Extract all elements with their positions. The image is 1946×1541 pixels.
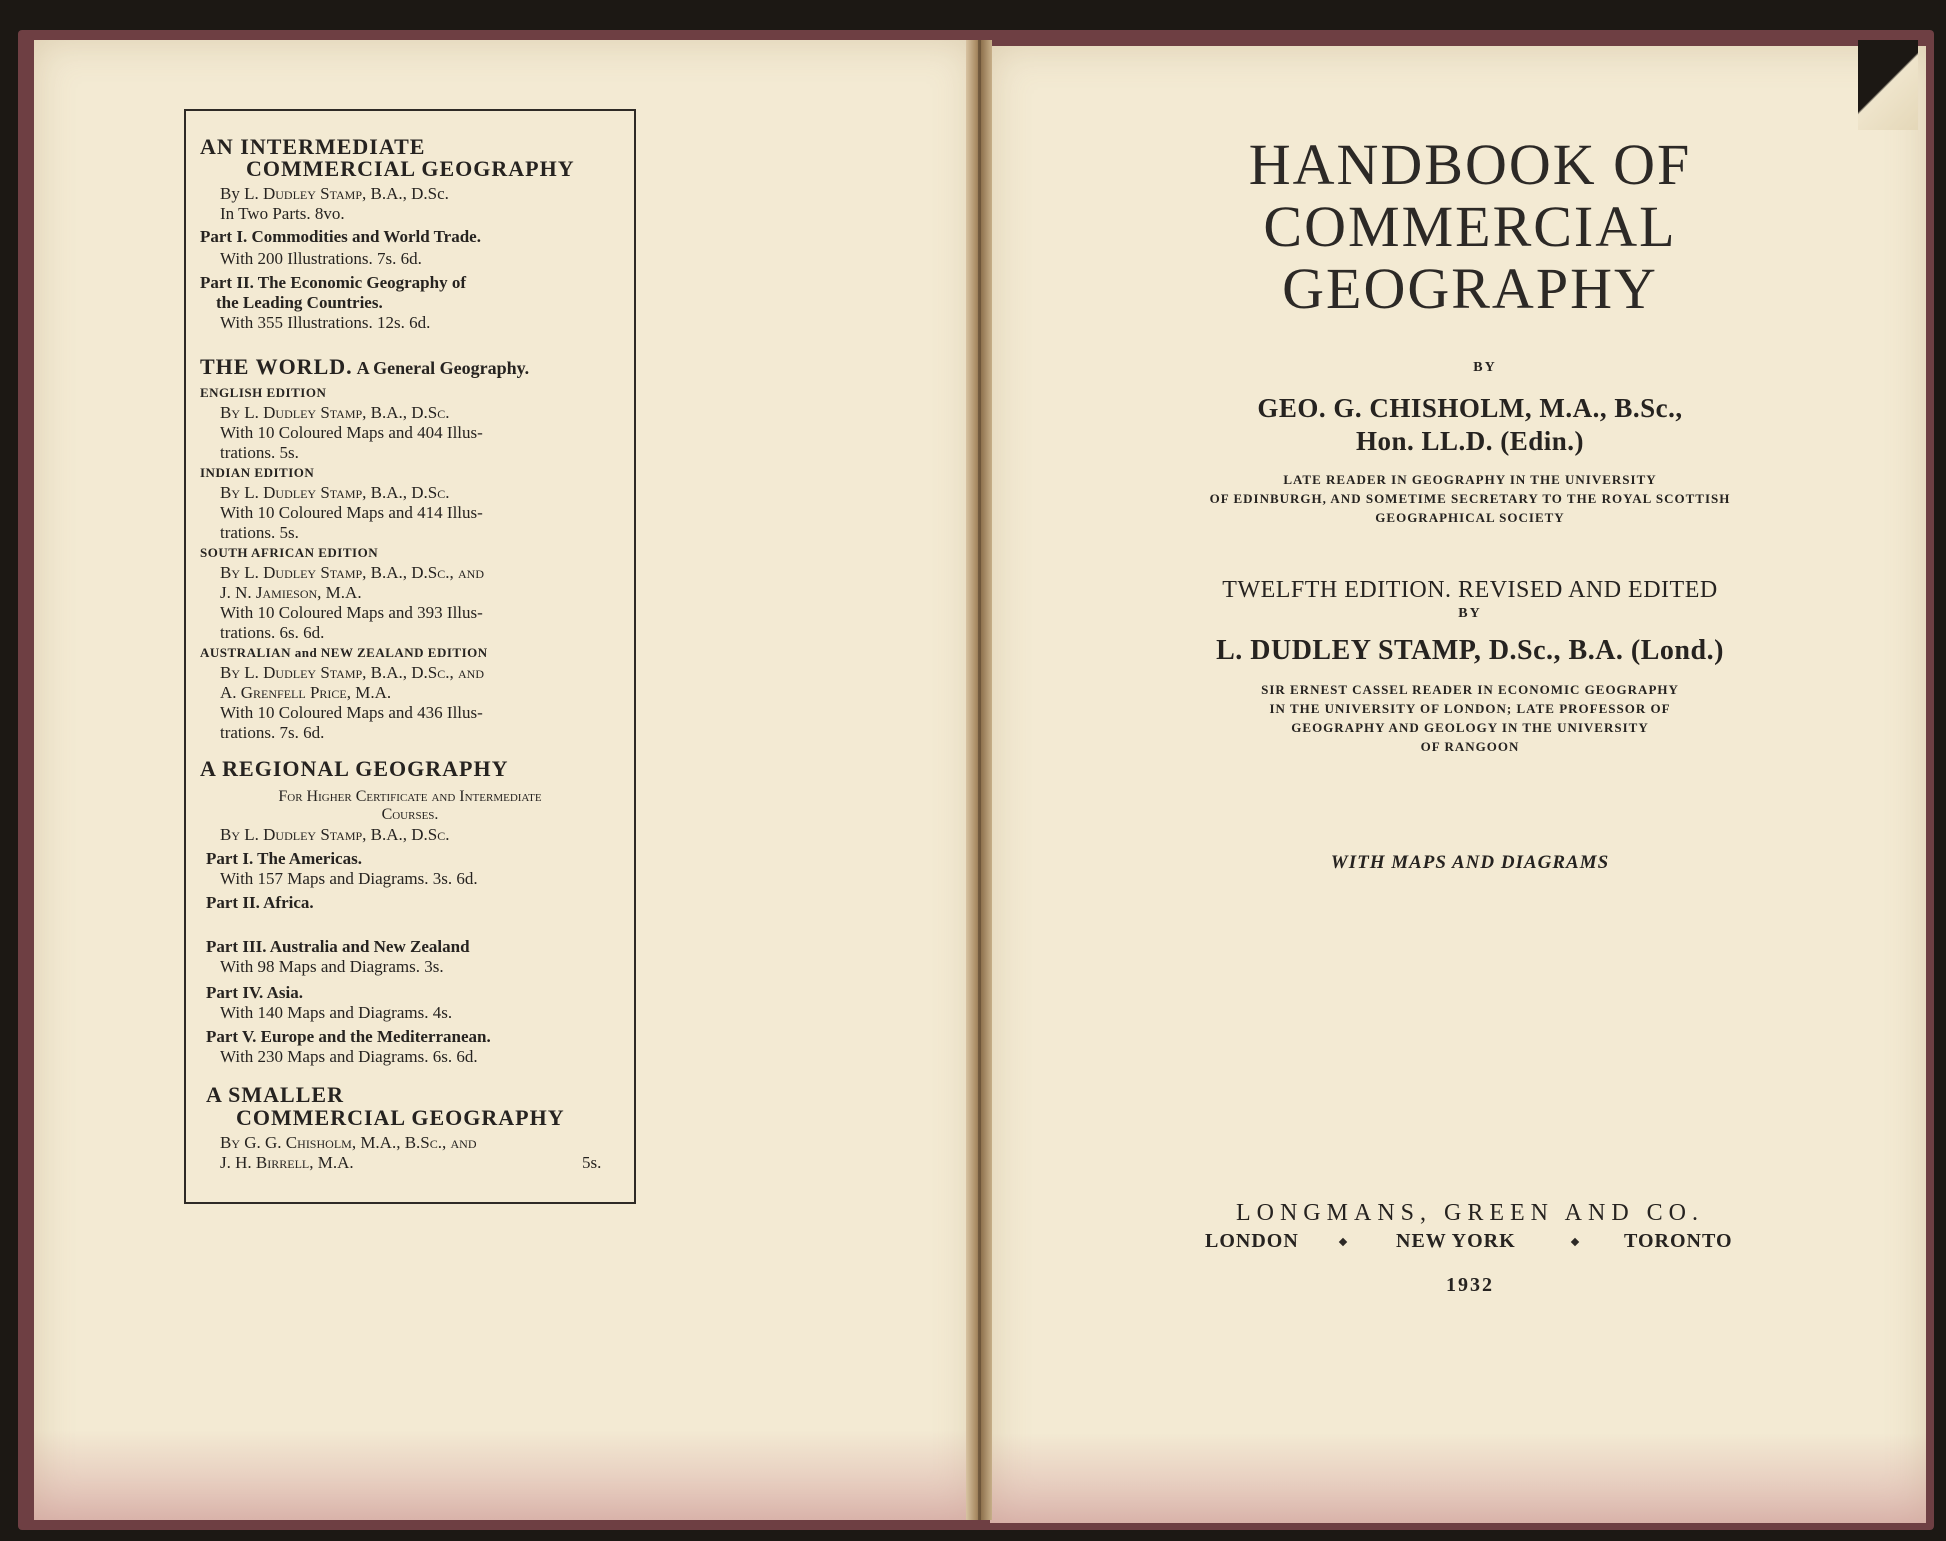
australian-edition-line: With 10 Coloured Maps and 436 Illus- — [220, 703, 483, 722]
regional-part1-detail: With 157 Maps and Diagrams. 3s. 6d. — [220, 869, 478, 888]
regional-part3-title: Part III. Australia and New Zealand — [206, 937, 470, 956]
city-new-york: NEW YORK — [1396, 1230, 1516, 1252]
indian-edition-line: With 10 Coloured Maps and 414 Illus- — [220, 503, 483, 522]
regional-for-line-1: For Higher Certificate and Intermediate — [278, 788, 542, 805]
indian-edition-label: INDIAN EDITION — [200, 465, 315, 480]
book-title-line-3: GEOGRAPHY — [1282, 256, 1658, 321]
english-edition-label: ENGLISH EDITION — [200, 385, 327, 400]
english-edition-line: By L. Dudley Stamp, B.A., D.Sc. — [220, 403, 450, 422]
australian-edition-line: By L. Dudley Stamp, B.A., D.Sc., and — [220, 663, 485, 682]
intermediate-parts-info: In Two Parts. 8vo. — [220, 204, 345, 223]
south-african-edition-line: J. N. Jamieson, M.A. — [220, 583, 362, 602]
author-description: GEOGRAPHICAL SOCIETY — [1375, 510, 1565, 525]
intermediate-part1-detail: With 200 Illustrations. 7s. 6d. — [220, 249, 422, 268]
australian-edition-line: trations. 7s. 6d. — [220, 723, 325, 742]
south-african-edition-line: trations. 6s. 6d. — [220, 623, 325, 642]
publisher-name: LONGMANS, GREEN AND CO. — [1235, 1200, 1704, 1226]
regional-part5-title: Part V. Europe and the Mediterranean. — [206, 1027, 491, 1046]
intermediate-part1-title: Part I. Commodities and World Trade. — [200, 227, 481, 246]
intermediate-author: By L. Dudley Stamp, B.A., D.Sc. — [220, 184, 449, 203]
spine-gutter — [978, 40, 981, 1520]
publication-year: 1932 — [1446, 1274, 1494, 1296]
author-name: GEO. G. CHISHOLM, M.A., B.Sc., — [1257, 393, 1683, 423]
author-description: OF EDINBURGH, AND SOMETIME SECRETARY TO THE ROYAL SCOTTISH — [1209, 491, 1731, 506]
by-label-2: BY — [1458, 606, 1482, 621]
english-edition-line: With 10 Coloured Maps and 404 Illus- — [220, 423, 483, 442]
folded-corner — [1858, 40, 1918, 130]
regional-part3-detail: With 98 Maps and Diagrams. 3s. — [220, 957, 444, 976]
indian-edition-line: By L. Dudley Stamp, B.A., D.Sc. — [220, 483, 450, 502]
regional-part1-title: Part I. The Americas. — [206, 849, 362, 868]
intermediate-title-1: AN INTERMEDIATE — [200, 134, 426, 159]
by-label: BY — [1473, 360, 1497, 375]
editor-description: SIR ERNEST CASSEL READER IN ECONOMIC GEOGRAPHY — [1261, 682, 1679, 697]
australian-edition-label: AUSTRALIAN and NEW ZEALAND EDITION — [200, 645, 488, 660]
regional-author: By L. Dudley Stamp, B.A., D.Sc. — [220, 825, 450, 844]
city-london: LONDON — [1205, 1230, 1299, 1252]
regional-part2-title: Part II. Africa. — [206, 893, 314, 912]
author-degrees: Hon. LL.D. (Edin.) — [1355, 426, 1585, 456]
illustrations-note: WITH MAPS AND DIAGRAMS — [1330, 852, 1610, 873]
regional-part4-detail: With 140 Maps and Diagrams. 4s. — [220, 1003, 453, 1022]
smaller-price: 5s. — [582, 1153, 602, 1172]
intermediate-title-2: COMMERCIAL GEOGRAPHY — [246, 156, 575, 181]
book-title-line-1: HANDBOOK OF — [1248, 132, 1692, 197]
editor-description: OF RANGOON — [1420, 739, 1520, 754]
english-edition-line: trations. 5s. — [220, 443, 299, 462]
smaller-author-1: By G. G. Chisholm, M.A., B.Sc., and — [220, 1133, 477, 1152]
book-title-line-2: COMMERCIAL — [1263, 194, 1677, 259]
intermediate-part2-title-1: Part II. The Economic Geography of — [200, 273, 467, 292]
editor-description: GEOGRAPHY AND GEOLOGY IN THE UNIVERSITY — [1291, 720, 1649, 735]
world-heading: THE WORLD. A General Geography. — [200, 354, 530, 379]
editor-description: IN THE UNIVERSITY OF LONDON; LATE PROFESSOR OF — [1269, 701, 1671, 716]
edition-statement: TWELFTH EDITION. REVISED AND EDITED — [1222, 577, 1718, 603]
intermediate-part2-title-2: the Leading Countries. — [216, 293, 383, 312]
regional-for-line-2: Courses. — [381, 806, 439, 823]
regional-title: A REGIONAL GEOGRAPHY — [200, 756, 509, 781]
south-african-edition-line: With 10 Coloured Maps and 393 Illus- — [220, 603, 483, 622]
advertisement-box — [184, 109, 636, 1204]
author-description: LATE READER IN GEOGRAPHY IN THE UNIVERSITY — [1283, 472, 1657, 487]
australian-edition-line: A. Grenfell Price, M.A. — [220, 683, 392, 702]
city-toronto: TORONTO — [1624, 1230, 1733, 1252]
smaller-title-2: COMMERCIAL GEOGRAPHY — [236, 1105, 565, 1130]
indian-edition-line: trations. 5s. — [220, 523, 299, 542]
smaller-author-2: J. H. Birrell, M.A. — [220, 1153, 354, 1172]
regional-part4-title: Part IV. Asia. — [206, 983, 303, 1002]
south-african-edition-label: SOUTH AFRICAN EDITION — [200, 545, 379, 560]
intermediate-part2-detail: With 355 Illustrations. 12s. 6d. — [220, 313, 431, 332]
south-african-edition-line: By L. Dudley Stamp, B.A., D.Sc., and — [220, 563, 485, 582]
regional-part5-detail: With 230 Maps and Diagrams. 6s. 6d. — [220, 1047, 478, 1066]
smaller-title-1: A SMALLER — [206, 1082, 344, 1107]
editor-name: L. DUDLEY STAMP, D.Sc., B.A. (Lond.) — [1216, 635, 1724, 666]
